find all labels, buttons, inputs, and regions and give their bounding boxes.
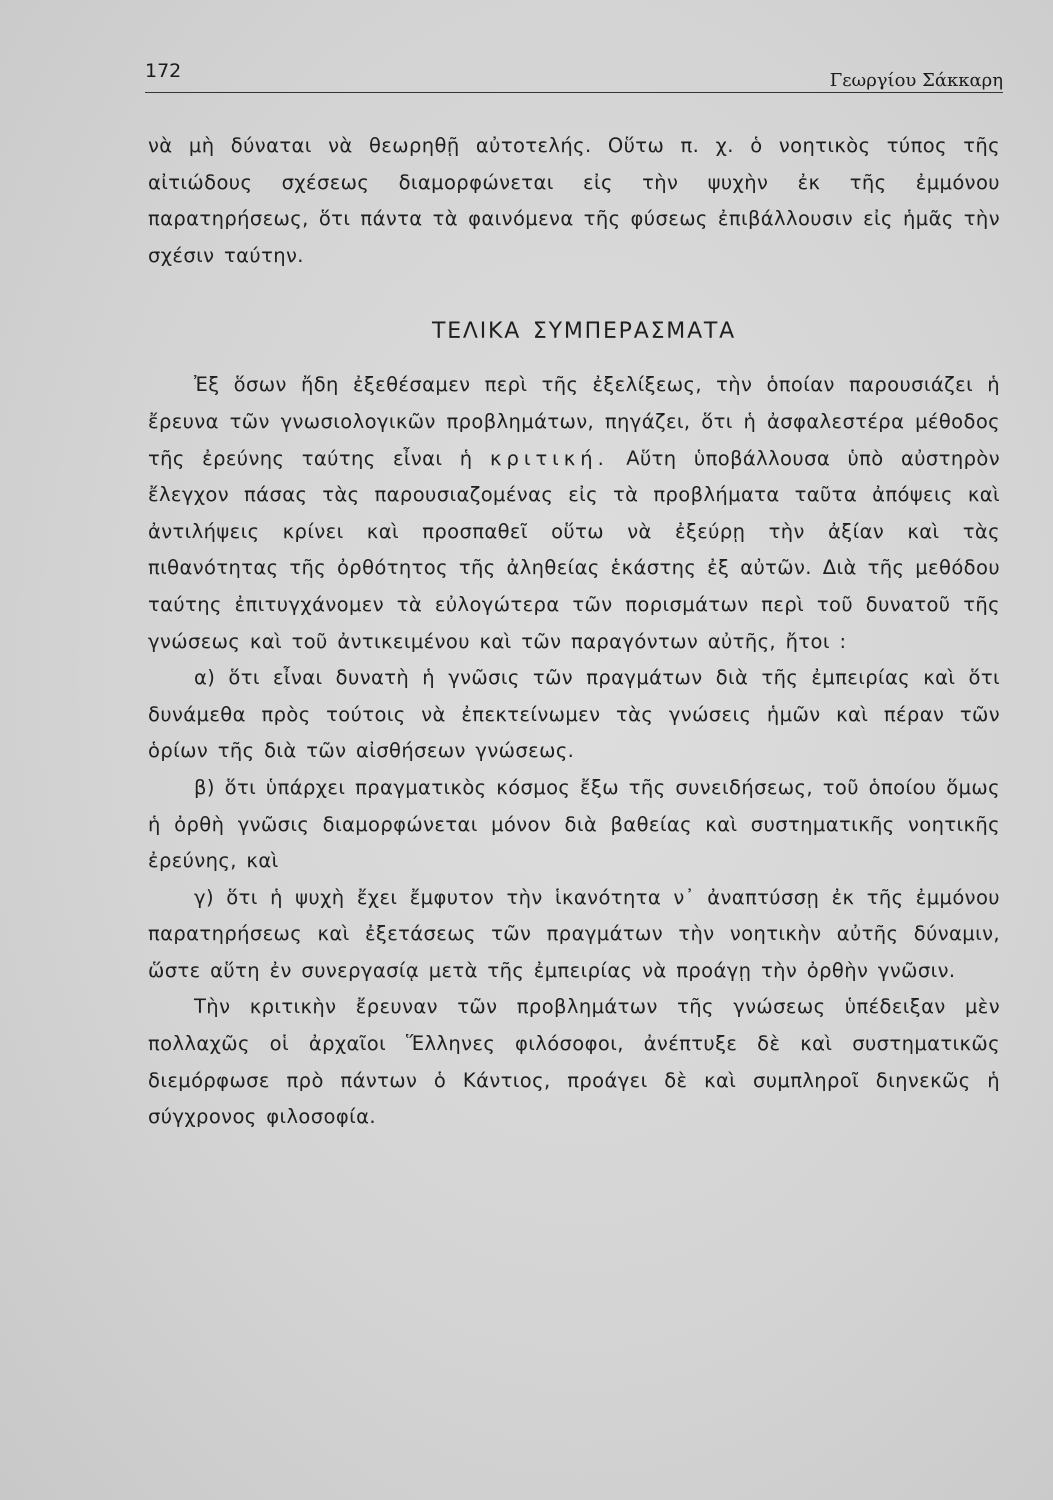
final-paragraph: Τὴν κριτικὴν ἔρευναν τῶν προβλημάτων τῆς γνώσεως ὑπέδειξαν μὲν πολλαχῶς οἱ ἀρχαῖοι Ἕλληνες φιλόσοφοι, ἀνέπτυξε δὲ καὶ συστηματικῶς διεμόρφωσε πρὸ πάντων ὁ Κάντιος, προάγει δὲ καὶ συμπληροῖ διηνεκῶς ἡ σύγχρονος φιλοσοφία. xyxy=(148,995,1000,1129)
page-number: 172 xyxy=(145,60,182,82)
paragraph-conclusions xyxy=(148,367,1000,660)
header-rule xyxy=(145,92,1003,93)
list-item-b: β) ὅτι ὑπάρχει πραγματικὸς κόσμος ἔξω τῆς συνειδήσεως, τοῦ ὁποίου ὅμως ἡ ὀρθὴ γνῶσις διαμορφώνεται μόνον διὰ βαθείας καὶ συστηματικῆς νοητικῆς ἐρεύνης, καὶ xyxy=(148,775,1000,873)
list-item-c: γ) ὅτι ἡ ψυχὴ ἔχει ἔμφυτον τὴν ἱκανότητα ν᾽ ἀναπτύσσῃ ἐκ τῆς ἐμμόνου παρατηρήσεως καὶ ἐξετάσεως τῶν πραγμάτων τὴν νοητικὴν αὐτῆς δύναμιν, ὥστε αὕτη ἐν συνεργασίᾳ μετὰ τῆς ἐμπειρίας νὰ προάγῃ τὴν ὀρθὴν γνῶσιν. xyxy=(148,885,1000,982)
section-heading: ΤΕΛΙΚΑ ΣΥΜΠΕΡΑΣΜΑΤΑ xyxy=(431,319,737,345)
running-head: Γεωργίου Σάκκαρη xyxy=(829,70,1003,91)
paragraph-conclusions-part2: Αὕτη ὑποβάλλουσα ὑπὸ αὐστηρὸν ἔλεγχον πάσας τὰς παρουσιαζομένας εἰς τὰ προβλήματα ταῦτα ἀπόψεις καὶ ἀντιλήψεις κρίνει καὶ προσπαθεῖ οὕτω νὰ ἐξεύρῃ τὴν ἀξίαν καὶ τὰς πιθανότητας τῆς ὀρθότητος τῆς ἀληθείας ἑκάστης ἐξ αὐτῶν. Διὰ τῆς μεθόδου ταύτης ἐπιτυγχάνομεν τὰ εὐλογώτερα τῶν πορισμάτων περὶ τοῦ δυνατοῦ τῆς γνώσεως καὶ τοῦ ἀντικειμένου καὶ τῶν παραγόντων αὐτῆς, ἤτοι : xyxy=(148,446,1000,653)
body-text xyxy=(148,128,1000,1136)
list-item-a: α) ὅτι εἶναι δυνατὴ ἡ γνῶσις τῶν πραγμάτων διὰ τῆς ἐμπειρίας καὶ ὅτι δυνάμεθα πρὸς τούτοις νὰ ἐπεκτείνωμεν τὰς γνώσεις ἡμῶν καὶ πέραν τῶν ὁρίων τῆς διὰ τῶν αἰσθήσεων γνώσεως. xyxy=(148,666,1000,763)
paragraph-conclusions-part1: Ἐξ ὅσων ἤδη ἐξεθέσαμεν περὶ τῆς ἐξελίξεως, τὴν ὁποίαν παρουσιάζει ἡ ἔρευνα τῶν γνωσιολογικῶν προβλημάτων, πηγάζει, ὅτι ἡ ἀσφαλεστέρα μέθοδος τῆς ἐρεύνης ταύτης εἶναι ἡ xyxy=(148,373,1000,470)
intro-paragraph: νὰ μὴ δύναται νὰ θεωρηθῇ αὐτοτελής. Οὕτω π. χ. ὁ νοητικὸς τύπος τῆς αἰτιώδους σχέσεως διαμορφώνεται εἰς τὴν ψυχὴν ἐκ τῆς ἐμμόνου παρατηρήσεως, ὅτι πάντα τὰ φαινόμενα τῆς φύσεως ἐπιβάλλουσιν εἰς ἡμᾶς τὴν σχέσιν ταύτην. xyxy=(148,134,1000,267)
page-header xyxy=(145,60,1003,96)
emphasized-word: κριτική. xyxy=(489,446,609,470)
